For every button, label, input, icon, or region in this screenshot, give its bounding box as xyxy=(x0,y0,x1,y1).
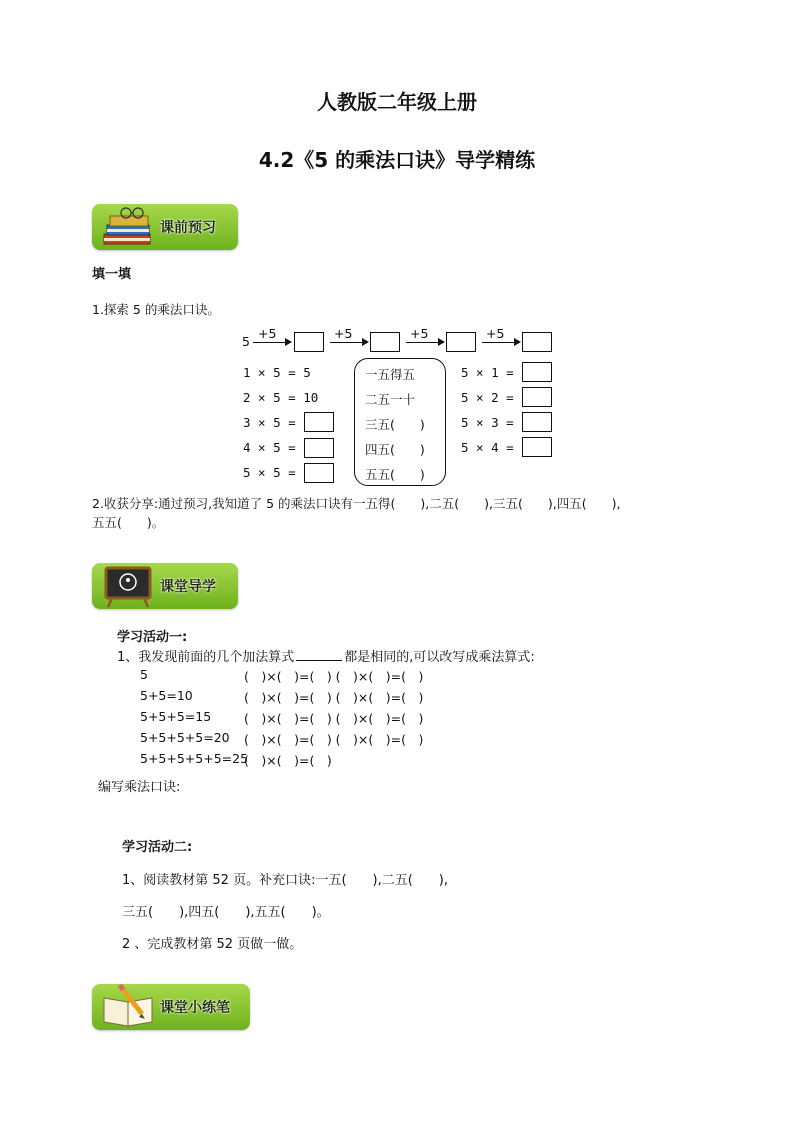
books-icon xyxy=(98,204,158,250)
left-equation: 1 × 5 = 5 xyxy=(243,365,311,380)
arrow-head xyxy=(362,338,369,346)
arrow xyxy=(482,342,514,343)
sequence-start: 5 xyxy=(242,334,250,349)
activity-2-line2: 三五( ),四五( ),五五( )。 xyxy=(122,905,330,920)
page-subtitle: 4.2《5 的乘法口诀》导学精练 xyxy=(258,148,536,172)
question-2-line2: 五五( )。 xyxy=(92,515,165,530)
answer-box[interactable] xyxy=(304,438,334,458)
multiplication-blanks: ( )×( )=( ) ( )×( )=( ) xyxy=(244,690,424,705)
answer-box[interactable] xyxy=(522,412,552,432)
rhyme-line: 四五( ) xyxy=(365,442,425,457)
multiplication-blanks: ( )×( )=( ) xyxy=(244,753,332,768)
left-equation: 5 × 5 = xyxy=(243,465,296,480)
rhyme-line: 三五( ) xyxy=(365,417,425,432)
rhyme-line: 二五一十 xyxy=(365,392,416,407)
section-badge-guide xyxy=(92,563,238,609)
fill-blank[interactable] xyxy=(296,648,342,661)
question-prefix: 1、我发现前面的几个加法算式 xyxy=(117,650,295,665)
activity-2-heading: 学习活动二: xyxy=(122,840,193,855)
question-1: 1.探索 5 的乘法口诀。 xyxy=(92,302,220,317)
notebook-pencil-icon xyxy=(98,984,158,1030)
addition-expr: 5+5+5+5+5=25 xyxy=(140,751,249,766)
addition-expr: 5+5=10 xyxy=(140,688,193,703)
left-equation: 2 × 5 = 10 xyxy=(243,390,319,405)
section-badge-practice xyxy=(92,984,250,1030)
answer-box[interactable] xyxy=(522,362,552,382)
answer-box[interactable] xyxy=(522,437,552,457)
answer-box[interactable] xyxy=(304,412,334,432)
section-label: 课堂小练笔 xyxy=(160,1000,230,1016)
activity-1-heading: 学习活动一: xyxy=(117,630,188,645)
answer-box[interactable] xyxy=(370,332,400,352)
arrow xyxy=(330,342,362,343)
answer-box[interactable] xyxy=(446,332,476,352)
arrow-head xyxy=(514,338,521,346)
fill-heading: 填一填 xyxy=(92,267,132,282)
compose-rhyme: 编写乘法口诀: xyxy=(98,780,181,795)
page-title: 人教版二年级上册 xyxy=(317,90,477,114)
step-label: +5 xyxy=(410,326,429,341)
right-equation: 5 × 3 = xyxy=(461,415,514,430)
section-label: 课堂导学 xyxy=(160,579,216,595)
step-label: +5 xyxy=(486,326,505,341)
arrow xyxy=(406,342,438,343)
answer-box[interactable] xyxy=(522,387,552,407)
multiplication-blanks: ( )×( )=( ) ( )×( )=( ) xyxy=(244,669,424,684)
arrow-head xyxy=(438,338,445,346)
multiplication-blanks: ( )×( )=( ) ( )×( )=( ) xyxy=(244,732,424,747)
addition-expr: 5+5+5=15 xyxy=(140,709,212,724)
arrow xyxy=(253,342,285,343)
addition-expr: 5 xyxy=(140,667,148,682)
activity-2-line1: 1、阅读教材第 52 页。补充口诀:一五( ),二五( ), xyxy=(122,873,449,888)
answer-box[interactable] xyxy=(522,332,552,352)
right-equation: 5 × 4 = xyxy=(461,440,514,455)
blackboard-icon xyxy=(98,563,158,609)
section-badge-preview xyxy=(92,204,238,250)
addition-expr: 5+5+5+5=20 xyxy=(140,730,230,745)
right-equation: 5 × 1 = xyxy=(461,365,514,380)
rhyme-line: 一五得五 xyxy=(365,367,416,382)
right-equation: 5 × 2 = xyxy=(461,390,514,405)
step-label: +5 xyxy=(334,326,353,341)
question-suffix: 都是相同的,可以改写成乘法算式: xyxy=(344,650,535,665)
activity-1-question xyxy=(117,646,535,665)
multiplication-blanks: ( )×( )=( ) ( )×( )=( ) xyxy=(244,711,424,726)
section-label: 课前预习 xyxy=(160,220,216,236)
left-equation: 4 × 5 = xyxy=(243,440,296,455)
rhyme-line: 五五( ) xyxy=(365,467,425,482)
activity-2-line3: 2 、完成教材第 52 页做一做。 xyxy=(122,937,303,952)
answer-box[interactable] xyxy=(304,463,334,483)
answer-box[interactable] xyxy=(294,332,324,352)
left-equation: 3 × 5 = xyxy=(243,415,296,430)
arrow-head xyxy=(285,338,292,346)
step-label: +5 xyxy=(258,326,277,341)
question-2-line1: 2.收获分享:通过预习,我知道了 5 的乘法口诀有一五得( ),二五( ),三五( ),四五( ), xyxy=(92,496,621,511)
